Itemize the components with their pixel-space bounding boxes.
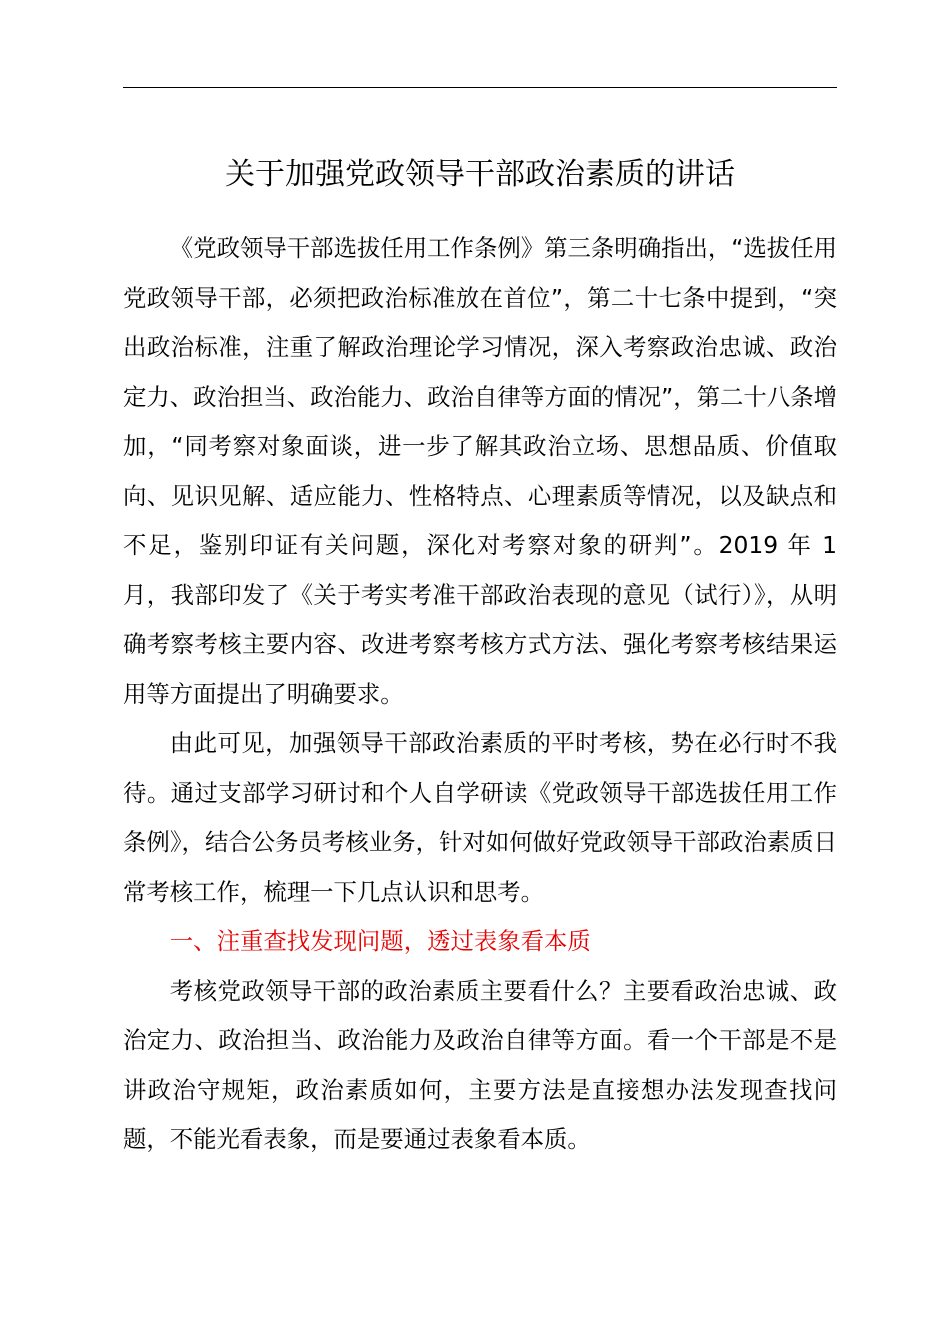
paragraph-regulation-citation: 《党政领导干部选拔任用工作条例》第三条明确指出，“选拔任用党政领导干部，必须把政治标准放在首位”，第二十七条中提到，“突出政治标准，注重了解政治理论学习情况，深入考察政治忠诚、政治定力、政治担当、政治能力、政治自律等方面的情况”，第二十八条增加，“同考察对象面谈，进一步了解其政治立场、思想品质、价值取向、见识见解、适应能力、性格特点、心理素质等情况，以及缺点和不足，鉴别印证有关问题，深化对考察对象的研判”。2019 年 1 月，我部印发了《关于考实考准干部政治表现的意见（试行）》，从明确考察考核主要内容、改进考察考核方式方法、强化考察考核结果运用等方面提出了明确要求。 [123, 234, 837, 708]
header-rule [123, 87, 837, 88]
paragraph-section-1: 考核党政领导干部的政治素质主要看什么？主要看政治忠诚、政治定力、政治担当、政治能力及政治自律等方面。看一个干部是不是讲政治守规矩，政治素质如何，主要方法是直接想办法发现查找问题，不能光看表象，而是要通过表象看本质。 [123, 976, 837, 1153]
document-body [123, 224, 837, 1165]
paragraph-summary: 由此可见，加强领导干部政治素质的平时考核，势在必行时不我待。通过支部学习研讨和个人自学研读《党政领导干部选拔任用工作条例》，结合公务员考核业务，针对如何做好党政领导干部政治素质日常考核工作，梳理一下几点认识和思考。 [123, 729, 837, 906]
document-title: 关于加强党政领导干部政治素质的讲话 [225, 157, 735, 192]
section-heading-1: 一、注重查找发现问题，透过表象看本质 [169, 927, 591, 955]
